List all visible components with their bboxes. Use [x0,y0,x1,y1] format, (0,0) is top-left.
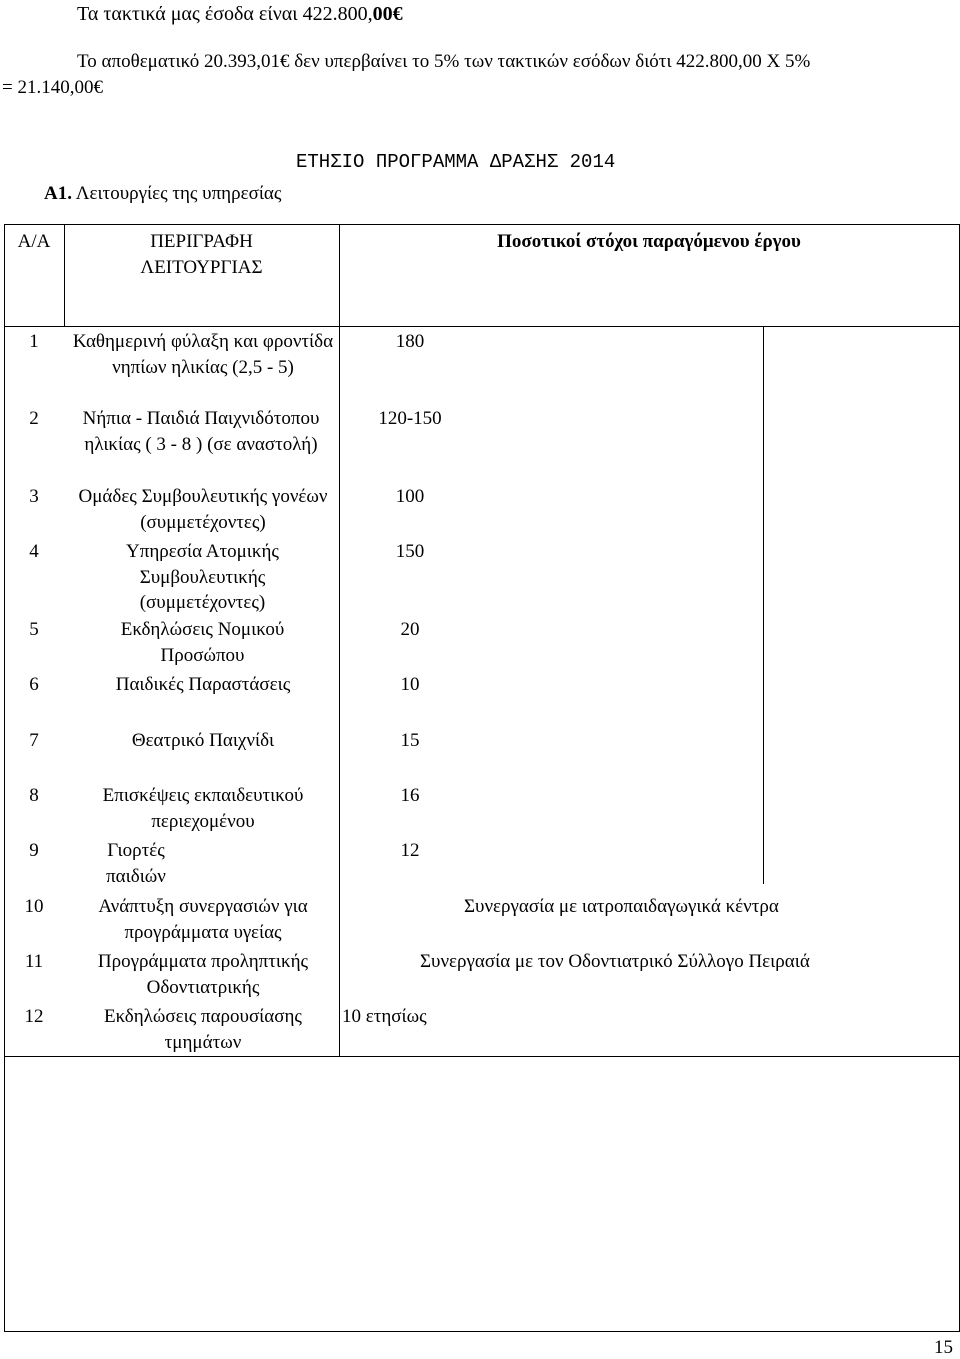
row-target: 10 ετησίως [342,1006,427,1027]
row-description: Υπηρεσία Ατομικής Συμβουλευτικής (συμμετέχοντες) [126,541,279,613]
row-target: 16 [400,785,420,806]
row-description: Ομάδες Συμβουλευτικής γονέων (συμμετέχοντες) [78,486,328,533]
row-target: 12 [400,840,420,861]
header-description-line1: ΠΕΡΙΓΡΑΦΗ [150,231,253,252]
row-aa: 5 [29,619,39,640]
row-aa: 8 [29,785,39,806]
header-description-line2: ΛΕΙΤΟΥΡΓΙΑΣ [140,256,263,278]
row-target: 15 [400,730,420,751]
row-aa: 12 [24,1006,44,1027]
row-target: 100 [395,486,425,507]
grid-line [4,224,960,225]
row-description: Παιδικές Παραστάσεις [115,674,291,695]
row-aa: 3 [29,486,39,507]
row-description: Θεατρικό Παιχνίδι [131,730,275,751]
row-description: Εκδηλώσεις Νομικού Προσώπου [120,619,285,666]
row-aa: 9 [29,840,39,861]
row-target: 180 [395,331,425,352]
row-description: Επισκέψεις εκπαιδευτικού περιεχομένου [102,785,304,832]
grid-line [4,1331,960,1332]
reserve-statement: Το αποθεματικό 20.393,01€ δεν υπερβαίνει το 5% των τακτικών εσόδων διότι 422.800,00 Χ 5% [77,51,811,72]
row-description: Προγράμματα προληπτικής Οδοντιατρικής [97,951,309,998]
section-heading [44,183,281,205]
row-aa: 6 [29,674,39,695]
income-statement [77,2,403,26]
section-number: Α1. [44,183,72,204]
row-note: Συνεργασία με τον Οδοντιατρικό Σύλλογο Πειραιά [420,951,810,972]
row-aa: 10 [24,896,44,917]
grid-line [763,326,764,884]
row-aa: 1 [29,331,39,352]
row-target: 120-150 [378,408,442,429]
grid-line [4,224,5,1332]
row-description: Γιορτές παιδιών [106,840,166,887]
grid-line [4,326,960,327]
header-targets: Ποσοτικοί στόχοι παραγόμενου έργου [497,231,801,252]
row-aa: 7 [29,730,39,751]
grid-line [4,1056,960,1057]
row-note: Συνεργασία με ιατροπαιδαγωγικά κέντρα [464,896,779,917]
row-aa: 4 [29,541,39,562]
section-title: Λειτουργίες της υπηρεσίας [75,183,282,204]
row-description: Καθημερινή φύλαξη και φροντίδα νηπίων ηλικίας (2,5 - 5) [72,331,334,378]
reserve-calculation: = 21.140,00€ [2,77,103,98]
row-aa: 2 [29,408,39,429]
page-number: 15 [934,1337,953,1358]
income-text: Τα τακτικά μας έσοδα είναι 422.800, [77,3,373,25]
row-target: 150 [395,541,425,562]
row-description: Ανάπτυξη συνεργασιών για προγράμματα υγείας [98,896,308,943]
row-target: 20 [400,619,420,640]
income-text-bold: 00€ [372,3,403,25]
row-target: 10 [400,674,420,695]
header-description [64,229,339,280]
row-aa: 11 [24,951,44,972]
row-description: Εκδηλώσεις παρουσίασης τμημάτων [104,1006,302,1053]
row-description: Νήπια - Παιδιά Παιχνιδότοπου ηλικίας ( 3 - 8 ) (σε αναστολή) [82,408,320,455]
program-title: ΕΤΗΣΙΟ ΠΡΟΓΡΑΜΜΑ ΔΡΑΣΗΣ 2014 [296,151,616,173]
header-aa: Α/Α [17,231,51,252]
